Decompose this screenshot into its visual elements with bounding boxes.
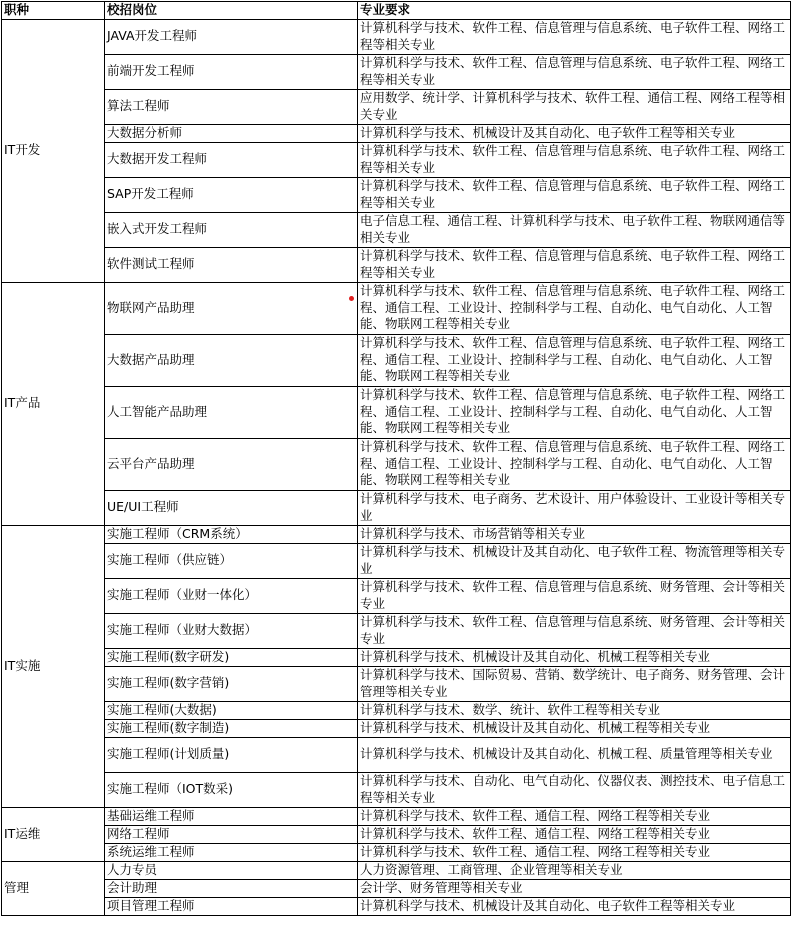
category-cell: IT开发 [2, 19, 105, 282]
position-cell: 大数据开发工程师 [105, 142, 358, 177]
table-row [2, 543, 791, 578]
requirement-cell: 计算机科学与技术、数学、统计、软件工程等相关专业 [358, 701, 791, 719]
position-cell: 实施工程师（供应链） [105, 543, 358, 578]
header-category: 职种 [2, 2, 105, 20]
table-row [2, 897, 791, 915]
header-position: 校招岗位 [105, 2, 358, 20]
position-cell: 系统运维工程师 [105, 843, 358, 861]
requirement-cell: 计算机科学与技术、软件工程、信息管理与信息系统、电子软件工程、网络工程、通信工程、工业设计、控制科学与工程、自动化、电气自动化、人工智能、物联网工程等相关专业 [358, 282, 791, 334]
requirement-cell: 计算机科学与技术、自动化、电气自动化、仪器仪表、测控技术、电子信息工程等相关专业 [358, 772, 791, 807]
position-cell: 实施工程师（IOT数采) [105, 772, 358, 807]
position-cell: 算法工程师 [105, 89, 358, 124]
position-cell: JAVA开发工程师 [105, 19, 358, 54]
table-row [2, 19, 791, 54]
position-cell: 前端开发工程师 [105, 54, 358, 89]
position-cell: 嵌入式开发工程师 [105, 212, 358, 247]
table-row [2, 648, 791, 666]
table-row [2, 701, 791, 719]
table-row [2, 54, 791, 89]
requirement-cell: 计算机科学与技术、电子商务、艺术设计、用户体验设计、工业设计等相关专业 [358, 490, 791, 525]
position-cell: 实施工程师(计划质量) [105, 737, 358, 772]
table-row [2, 772, 791, 807]
requirement-cell: 应用数学、统计学、计算机科学与技术、软件工程、通信工程、网络工程等相关专业 [358, 89, 791, 124]
table-row [2, 719, 791, 737]
table-row [2, 843, 791, 861]
requirement-cell: 计算机科学与技术、机械设计及其自动化、机械工程、质量管理等相关专业 [358, 737, 791, 772]
requirement-cell: 计算机科学与技术、软件工程、信息管理与信息系统、电子软件工程、网络工程、通信工程、工业设计、控制科学与工程、自动化、电气自动化、人工智能、物联网工程等相关专业 [358, 438, 791, 490]
requirement-cell: 计算机科学与技术、机械设计及其自动化、电子软件工程等相关专业 [358, 897, 791, 915]
table-row [2, 124, 791, 142]
position-cell: UE/UI工程师 [105, 490, 358, 525]
table-row [2, 879, 791, 897]
table-row [2, 438, 791, 490]
table-row [2, 525, 791, 543]
header-row [2, 2, 791, 20]
position-cell: 实施工程师(数字研发) [105, 648, 358, 666]
requirement-cell: 会计学、财务管理等相关专业 [358, 879, 791, 897]
table-row [2, 247, 791, 282]
table-row [2, 334, 791, 386]
position-cell: 网络工程师 [105, 825, 358, 843]
table-row [2, 177, 791, 212]
table-body [2, 19, 791, 915]
position-cell: 实施工程师(数字营销) [105, 666, 358, 701]
requirement-cell: 人力资源管理、工商管理、企业管理等相关专业 [358, 861, 791, 879]
category-cell: 管理 [2, 861, 105, 915]
category-cell: IT产品 [2, 282, 105, 525]
position-cell: 实施工程师（CRM系统） [105, 525, 358, 543]
requirement-cell: 计算机科学与技术、机械设计及其自动化、机械工程等相关专业 [358, 719, 791, 737]
table-row [2, 737, 791, 772]
requirement-cell: 计算机科学与技术、市场营销等相关专业 [358, 525, 791, 543]
table-row [2, 861, 791, 879]
position-cell: 实施工程师(大数据) [105, 701, 358, 719]
header-requirement: 专业要求 [358, 2, 791, 20]
table-row [2, 282, 791, 334]
position-cell: 实施工程师（业财大数据） [105, 613, 358, 648]
position-cell: SAP开发工程师 [105, 177, 358, 212]
position-cell: 会计助理 [105, 879, 358, 897]
category-cell: IT实施 [2, 525, 105, 807]
table-row [2, 578, 791, 613]
requirement-cell: 计算机科学与技术、软件工程、信息管理与信息系统、电子软件工程、网络工程等相关专业 [358, 247, 791, 282]
table-row [2, 490, 791, 525]
position-cell: 人力专员 [105, 861, 358, 879]
recruitment-table [1, 1, 791, 916]
requirement-cell: 计算机科学与技术、软件工程、信息管理与信息系统、财务管理、会计等相关专业 [358, 613, 791, 648]
table-row [2, 613, 791, 648]
requirement-cell: 计算机科学与技术、软件工程、信息管理与信息系统、电子软件工程、网络工程、通信工程、工业设计、控制科学与工程、自动化、电气自动化、人工智能、物联网工程等相关专业 [358, 386, 791, 438]
position-cell: 基础运维工程师 [105, 807, 358, 825]
requirement-cell: 计算机科学与技术、机械设计及其自动化、机械工程等相关专业 [358, 648, 791, 666]
position-cell: 实施工程师（业财一体化） [105, 578, 358, 613]
position-cell: 人工智能产品助理 [105, 386, 358, 438]
requirement-cell: 计算机科学与技术、软件工程、通信工程、网络工程等相关专业 [358, 843, 791, 861]
position-cell: 项目管理工程师 [105, 897, 358, 915]
table-row [2, 142, 791, 177]
position-cell: 大数据分析师 [105, 124, 358, 142]
requirement-cell: 计算机科学与技术、国际贸易、营销、数学统计、电子商务、财务管理、会计管理等相关专业 [358, 666, 791, 701]
category-cell: IT运维 [2, 807, 105, 861]
requirement-cell: 计算机科学与技术、软件工程、信息管理与信息系统、电子软件工程、网络工程等相关专业 [358, 19, 791, 54]
requirement-cell: 计算机科学与技术、软件工程、信息管理与信息系统、电子软件工程、网络工程等相关专业 [358, 54, 791, 89]
table-row [2, 89, 791, 124]
table-row [2, 212, 791, 247]
requirement-cell: 计算机科学与技术、软件工程、通信工程、网络工程等相关专业 [358, 807, 791, 825]
requirement-cell: 计算机科学与技术、机械设计及其自动化、电子软件工程等相关专业 [358, 124, 791, 142]
red-marker-dot [349, 296, 354, 301]
requirement-cell: 计算机科学与技术、软件工程、通信工程、网络工程等相关专业 [358, 825, 791, 843]
position-cell: 实施工程师(数字制造) [105, 719, 358, 737]
requirement-cell: 计算机科学与技术、软件工程、信息管理与信息系统、电子软件工程、网络工程、通信工程、工业设计、控制科学与工程、自动化、电气自动化、人工智能、物联网工程等相关专业 [358, 334, 791, 386]
requirement-cell: 计算机科学与技术、软件工程、信息管理与信息系统、电子软件工程、网络工程等相关专业 [358, 142, 791, 177]
requirement-cell: 计算机科学与技术、软件工程、信息管理与信息系统、电子软件工程、网络工程等相关专业 [358, 177, 791, 212]
requirement-cell: 计算机科学与技术、机械设计及其自动化、电子软件工程、物流管理等相关专业 [358, 543, 791, 578]
table-row [2, 386, 791, 438]
table-row [2, 807, 791, 825]
requirement-cell: 计算机科学与技术、软件工程、信息管理与信息系统、财务管理、会计等相关专业 [358, 578, 791, 613]
table-row [2, 666, 791, 701]
table-row [2, 825, 791, 843]
requirement-cell: 电子信息工程、通信工程、计算机科学与技术、电子软件工程、物联网通信等相关专业 [358, 212, 791, 247]
position-cell: 物联网产品助理 [105, 282, 358, 334]
position-cell: 云平台产品助理 [105, 438, 358, 490]
position-cell: 大数据产品助理 [105, 334, 358, 386]
position-cell: 软件测试工程师 [105, 247, 358, 282]
